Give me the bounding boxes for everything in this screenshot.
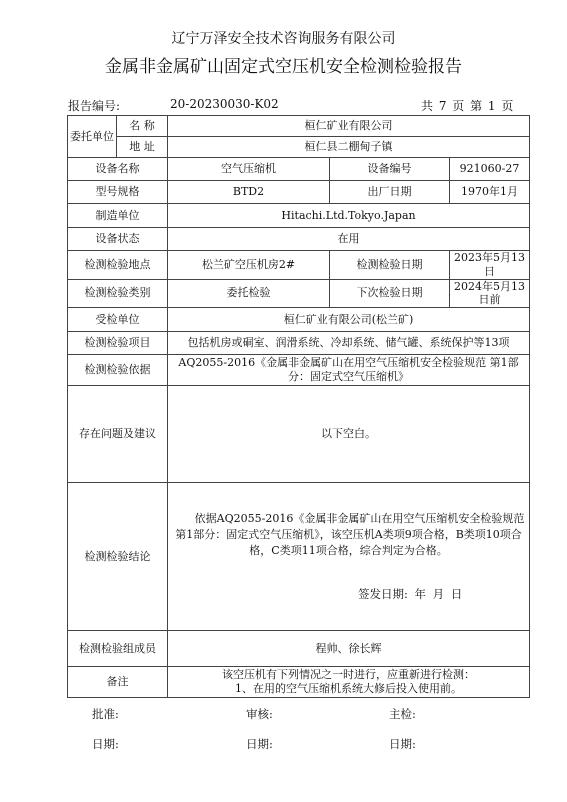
issues-label: 存在问题及建议: [68, 386, 168, 483]
sign-date: 签发日期: 年 月 日: [358, 587, 463, 601]
inspection-date: 2023年5月13日: [450, 251, 530, 280]
maker: Hitachi.Ltd.Tokyo.Japan: [168, 204, 530, 228]
inspector-label: 主检:: [389, 707, 416, 721]
inspection-date-label: 检测检验日期: [330, 251, 450, 280]
organization-name: 辽宁万泽安全技术咨询服务有限公司: [171, 31, 396, 47]
notes-line-2: 1、在用的空气压缩机系统大修后投入使用前。: [235, 682, 463, 695]
report-table: [67, 115, 530, 698]
client-name-label: 名 称: [117, 116, 168, 137]
conclusion-cell: [168, 483, 530, 631]
device-name-label: 设备名称: [68, 158, 168, 181]
page-info: 共 7 页 第 1 页: [421, 99, 514, 113]
inspected-unit-label: 受检单位: [68, 308, 168, 332]
inspection-type-label: 检测检验类别: [68, 279, 168, 308]
approve-label: 批准:: [92, 707, 119, 721]
notes-label: 备注: [68, 667, 168, 698]
next-inspection-date: 2024年5月13日前: [450, 279, 530, 308]
inspection-basis: AQ2055-2016《金属非金属矿山在用空气压缩机安全检验规范 第1部分：固定式空气压缩机》: [168, 355, 530, 386]
issues-content: 以下空白。: [168, 386, 530, 483]
device-number-label: 设备编号: [330, 158, 450, 181]
maker-label: 制造单位: [68, 204, 168, 228]
review-label: 审核:: [246, 707, 273, 721]
model: BTD2: [168, 181, 330, 204]
inspection-items: 包括机房或硐室、润滑系统、冷却系统、储气罐、系统保护等13项: [168, 332, 530, 355]
device-name: 空气压缩机: [168, 158, 330, 181]
review-date-label: 日期:: [246, 737, 273, 751]
notes-cell: [168, 667, 530, 698]
device-status-label: 设备状态: [68, 228, 168, 251]
inspection-location-label: 检测检验地点: [68, 251, 168, 280]
inspection-basis-label: 检测检验依据: [68, 355, 168, 386]
inspection-location: 松兰矿空压机房2#: [168, 251, 330, 280]
report-number: 20-20230030-K02: [170, 97, 279, 111]
client-address-label: 地 址: [117, 137, 168, 158]
client-label: 委托单位: [68, 116, 117, 158]
conclusion-content: 依据AQ2055-2016《金属非金属矿山在用空气压缩机安全检验规范第1部分：固定式空气压缩机》，该空压机A类项9项合格，B类项10项合格，C类项11项合格，综合判定为合格。: [175, 512, 525, 557]
client-name: 桓仁矿业有限公司: [168, 116, 530, 137]
client-address: 桓仁县二棚甸子镇: [168, 137, 530, 158]
inspection-items-label: 检测检验项目: [68, 332, 168, 355]
inspector-date-label: 日期:: [389, 737, 416, 751]
manufacture-date-label: 出厂日期: [330, 181, 450, 204]
manufacture-date: 1970年1月: [450, 181, 530, 204]
members: 程帅、徐长辉: [168, 631, 530, 667]
conclusion-label: 检测检验结论: [68, 483, 168, 631]
report-title: 金属非金属矿山固定式空压机安全检测检验报告: [105, 57, 462, 77]
device-status: 在用: [168, 228, 530, 251]
notes-line-1: 该空压机有下列情况之一时进行，应重新进行检测：: [222, 668, 476, 682]
inspection-type: 委托检验: [168, 279, 330, 308]
next-inspection-label: 下次检验日期: [330, 279, 450, 308]
model-label: 型号规格: [68, 181, 168, 204]
device-number: 921060-27: [450, 158, 530, 181]
approve-date-label: 日期:: [92, 737, 119, 751]
inspected-unit: 桓仁矿业有限公司(松兰矿): [168, 308, 530, 332]
members-label: 检测检验组成员: [68, 631, 168, 667]
report-number-label: 报告编号:: [68, 99, 121, 113]
